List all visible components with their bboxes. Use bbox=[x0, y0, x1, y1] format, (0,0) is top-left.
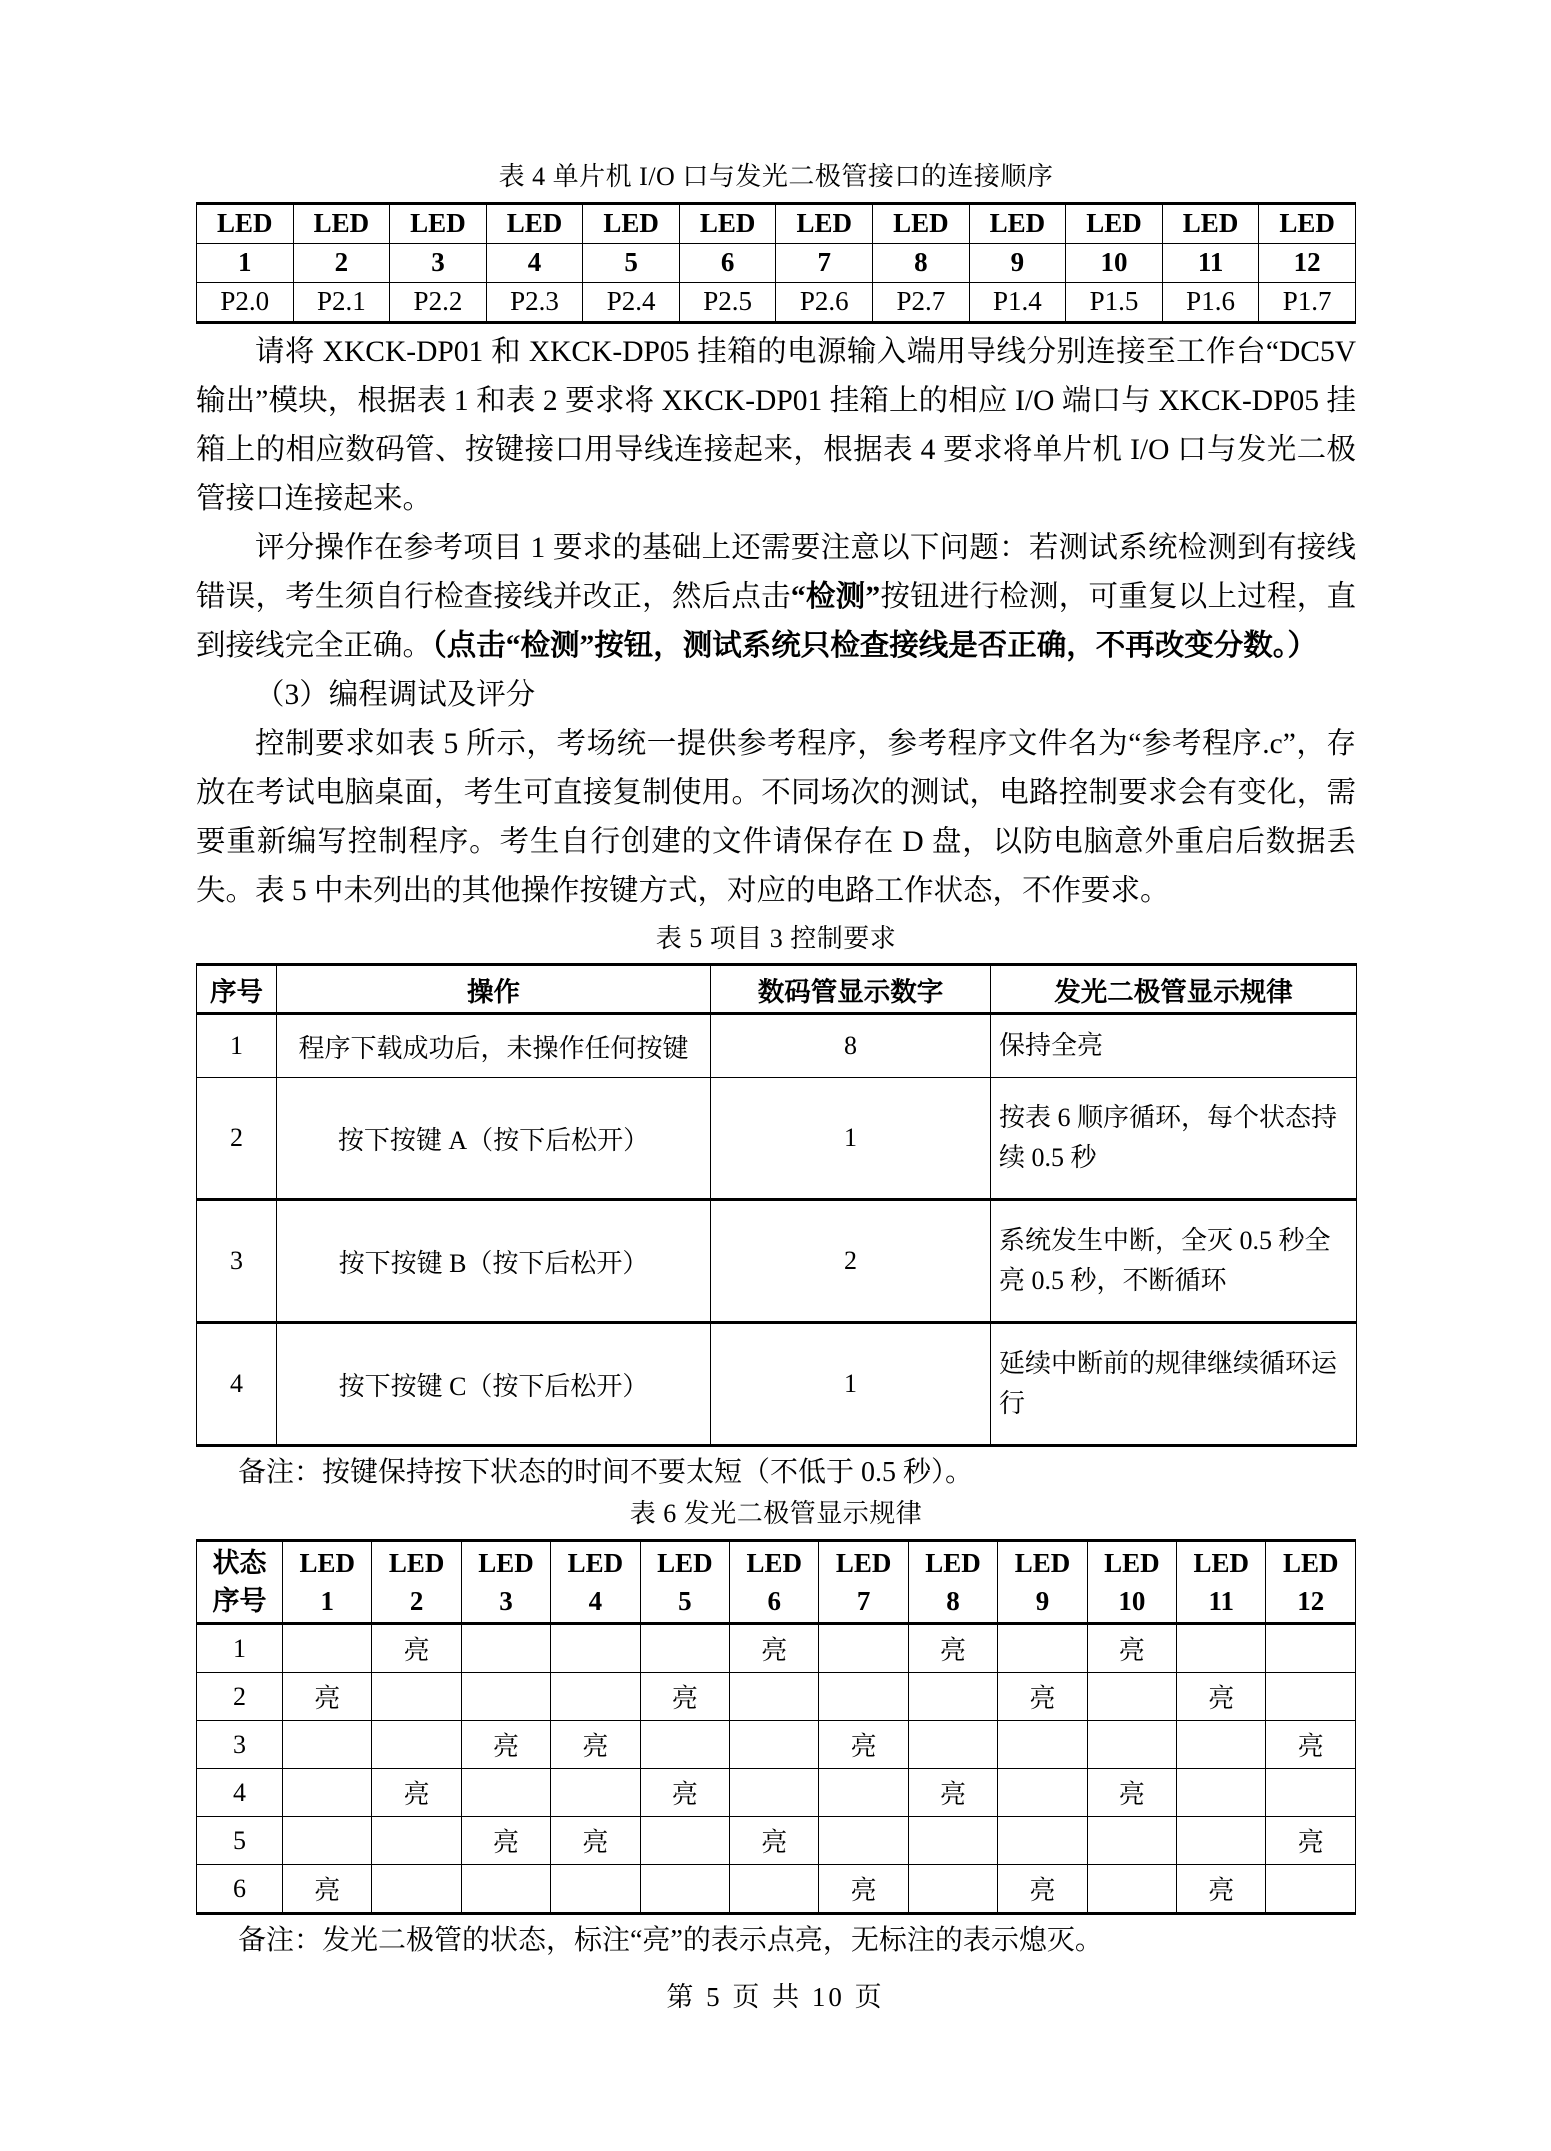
table6-row6-led12 bbox=[1266, 1865, 1356, 1914]
table6-row2-led8 bbox=[908, 1673, 997, 1721]
scoring-text-a: 评分操作在参考项目 1 要求的基础上还需要注意以下问题：若测试系统检测到有接线错误，考生须自行检查接线并改正，然后点击 bbox=[196, 531, 1356, 613]
table6-row5-led1 bbox=[283, 1817, 372, 1865]
table5-header-digit: 数码管显示数字 bbox=[711, 965, 991, 1014]
table5-block bbox=[196, 920, 1356, 1496]
table4-led-index-row bbox=[197, 243, 1356, 282]
table4-led-label-3: LED bbox=[390, 203, 487, 243]
table6-header-row bbox=[197, 1541, 1356, 1624]
table6-row3-led1 bbox=[283, 1721, 372, 1769]
table6-row4-sn: 4 bbox=[197, 1769, 283, 1817]
table6-header-led-label-8: LED bbox=[925, 1548, 981, 1579]
table4-port-1: P2.0 bbox=[197, 282, 294, 322]
table6-led-display-pattern bbox=[196, 1539, 1356, 1915]
table6-header-led-label-11: LED bbox=[1193, 1548, 1250, 1579]
table4-led-index-7: 7 bbox=[776, 243, 873, 282]
table-row bbox=[197, 1200, 1357, 1323]
table6-header-led-4 bbox=[551, 1541, 640, 1624]
table4-led-label-row bbox=[197, 203, 1356, 243]
table6-header-led-label-3: LED bbox=[478, 1548, 534, 1579]
table4-led-label-9: LED bbox=[969, 203, 1066, 243]
table6-row6-led7: 亮 bbox=[819, 1865, 908, 1914]
table6-header-led-label-9: LED bbox=[1014, 1548, 1071, 1579]
table4-led-index-11: 11 bbox=[1162, 243, 1259, 282]
table6-block bbox=[196, 1495, 1356, 1963]
table4-port-3: P2.2 bbox=[390, 282, 487, 322]
table6-row1-led9 bbox=[998, 1624, 1087, 1673]
table6-header-led-index-12: 12 bbox=[1297, 1586, 1325, 1617]
table6-header-led-index-2: 2 bbox=[409, 1586, 424, 1617]
table6-header-led-label-10: LED bbox=[1104, 1548, 1160, 1579]
table5-note: 备注：按键保持按下状态的时间不要太短（不低于 0.5 秒）。 bbox=[238, 1457, 974, 1489]
table6-row1-led3 bbox=[461, 1624, 550, 1673]
table6-row4-led1 bbox=[283, 1769, 372, 1817]
scoring-text-bold-note: （点击“检测”按钮，测试系统只检查接线是否正确，不再改变分数。） bbox=[432, 629, 1318, 662]
table6-header-led-2 bbox=[372, 1541, 461, 1624]
table6-header-led-index-7: 7 bbox=[856, 1586, 871, 1617]
table6-row6-led1: 亮 bbox=[283, 1865, 372, 1914]
table4-port-9: P1.4 bbox=[969, 282, 1066, 322]
table5-row3-rule: 系统发生中断，全灭 0.5 秒全亮 0.5 秒，不断循环 bbox=[991, 1200, 1357, 1323]
table-row bbox=[197, 1014, 1357, 1078]
table6-row1-led7 bbox=[819, 1624, 908, 1673]
table6-row6-led9: 亮 bbox=[998, 1865, 1087, 1914]
table6-row4-led3 bbox=[461, 1769, 550, 1817]
table6-row4-led5: 亮 bbox=[640, 1769, 729, 1817]
table5-row1-operation: 程序下载成功后，未操作任何按键 bbox=[277, 1014, 711, 1078]
table6-row5-led6: 亮 bbox=[730, 1817, 819, 1865]
table6-header-led-index-1: 1 bbox=[320, 1586, 334, 1617]
table5-row2-rule: 按表 6 顺序循环，每个状态持续 0.5 秒 bbox=[991, 1078, 1357, 1200]
table-row bbox=[197, 1865, 1356, 1914]
table6-row4-led8: 亮 bbox=[908, 1769, 997, 1817]
table-row bbox=[197, 1323, 1357, 1446]
table5-caption: 表 5 项目 3 控制要求 bbox=[655, 923, 897, 953]
table6-header-led-index-3: 3 bbox=[499, 1586, 513, 1617]
table6-row6-led10 bbox=[1087, 1865, 1176, 1914]
table6-row1-led5 bbox=[640, 1624, 729, 1673]
page-content bbox=[196, 158, 1356, 1963]
table6-row5-led9 bbox=[998, 1817, 1087, 1865]
table6-header-state-line2: 序号 bbox=[212, 1586, 267, 1617]
table6-row6-led5 bbox=[640, 1865, 729, 1914]
table4-led-index-2: 2 bbox=[293, 243, 390, 282]
scoring-text-c: 按钮进行检测，可重复以上过程，直到接线完全正确。 bbox=[196, 580, 1356, 662]
table5-header-sn: 序号 bbox=[197, 965, 277, 1014]
table6-header-led-label-6: LED bbox=[746, 1548, 802, 1579]
table6-header-led-12 bbox=[1266, 1541, 1356, 1624]
table4-led-index-4: 4 bbox=[486, 243, 583, 282]
table6-row3-led2 bbox=[372, 1721, 461, 1769]
table6-row2-led4 bbox=[551, 1673, 640, 1721]
table6-row4-led10: 亮 bbox=[1087, 1769, 1176, 1817]
table4-led-index-5: 5 bbox=[583, 243, 680, 282]
table6-row5-led11 bbox=[1177, 1817, 1266, 1865]
table-row bbox=[197, 1078, 1357, 1200]
paragraph-section-3-heading: （3）编程调试及评分 bbox=[255, 678, 536, 711]
table6-row2-led5: 亮 bbox=[640, 1673, 729, 1721]
page-footer: 第 5 页 共 10 页 bbox=[666, 1982, 885, 2012]
table6-note: 备注：发光二极管的状态，标注“亮”的表示点亮，无标注的表示熄灭。 bbox=[238, 1925, 1103, 1957]
table4-led-index-6: 6 bbox=[679, 243, 776, 282]
table6-row6-led4 bbox=[551, 1865, 640, 1914]
table4-led-index-1: 1 bbox=[197, 243, 294, 282]
table6-row5-led12: 亮 bbox=[1266, 1817, 1356, 1865]
table4-led-index-3: 3 bbox=[390, 243, 487, 282]
table6-row6-led2 bbox=[372, 1865, 461, 1914]
table6-row1-led2: 亮 bbox=[372, 1624, 461, 1673]
table5-header-operation: 操作 bbox=[277, 965, 711, 1014]
table6-row2-led11: 亮 bbox=[1177, 1673, 1266, 1721]
table5-row1-rule: 保持全亮 bbox=[991, 1014, 1357, 1078]
table5-row2-operation: 按下按键 A（按下后松开） bbox=[277, 1078, 711, 1200]
paragraph-scoring-instructions bbox=[196, 524, 1356, 671]
table4-port-row bbox=[197, 282, 1356, 322]
table4-port-10: P1.5 bbox=[1066, 282, 1163, 322]
paragraph-programming-instructions: 控制要求如表 5 所示，考场统一提供参考程序，参考程序文件名为“参考程序.c”，存放在考试电脑桌面，考生可直接复制使用。不同场次的测试，电路控制要求会有变化，需要重新编写控制程序。考生自行创建的文件请保存在 D 盘，以防电脑意外重启后数据丢失。表 5 中未列出的其他操作按键方式，对应的电路工作状态，不作要求。 bbox=[196, 727, 1356, 907]
table6-row5-led5 bbox=[640, 1817, 729, 1865]
table6-header-led-label-1: LED bbox=[299, 1548, 355, 1579]
table6-row1-led1 bbox=[283, 1624, 372, 1673]
table6-row2-sn: 2 bbox=[197, 1673, 283, 1721]
table4-io-led-mapping bbox=[196, 202, 1356, 324]
table6-row3-led3: 亮 bbox=[461, 1721, 550, 1769]
table6-header-state-sn bbox=[197, 1541, 283, 1624]
table6-row6-led3 bbox=[461, 1865, 550, 1914]
table6-header-led-label-12: LED bbox=[1282, 1548, 1339, 1579]
scoring-text-detect-quoted: “检测” bbox=[790, 580, 881, 613]
table4-led-label-8: LED bbox=[873, 203, 970, 243]
table6-row3-led8 bbox=[908, 1721, 997, 1769]
table6-header-led-index-11: 11 bbox=[1208, 1586, 1235, 1617]
table5-row2-sn: 2 bbox=[197, 1078, 277, 1200]
table6-header-led-index-10: 10 bbox=[1118, 1586, 1146, 1617]
table4-led-label-10: LED bbox=[1066, 203, 1163, 243]
table6-caption: 表 6 发光二极管显示规律 bbox=[629, 1499, 923, 1529]
table6-row5-led4: 亮 bbox=[551, 1817, 640, 1865]
table6-row4-led6 bbox=[730, 1769, 819, 1817]
table4-led-label-1: LED bbox=[197, 203, 294, 243]
table4-port-7: P2.6 bbox=[776, 282, 873, 322]
table-row bbox=[197, 1769, 1356, 1817]
table6-row3-led6 bbox=[730, 1721, 819, 1769]
table4-led-label-6: LED bbox=[679, 203, 776, 243]
table6-row1-led8: 亮 bbox=[908, 1624, 997, 1673]
table4-led-index-10: 10 bbox=[1066, 243, 1163, 282]
table4-led-label-7: LED bbox=[776, 203, 873, 243]
table6-header-led-label-5: LED bbox=[657, 1548, 713, 1579]
table6-header-led-label-4: LED bbox=[567, 1548, 624, 1579]
table4-port-6: P2.5 bbox=[679, 282, 776, 322]
table4-port-5: P2.4 bbox=[583, 282, 680, 322]
table6-header-state-line1: 状态 bbox=[212, 1548, 267, 1579]
table-row bbox=[197, 1624, 1356, 1673]
table6-row3-led5 bbox=[640, 1721, 729, 1769]
table6-header-led-index-9: 9 bbox=[1035, 1586, 1050, 1617]
table6-row4-led11 bbox=[1177, 1769, 1266, 1817]
table4-led-index-9: 9 bbox=[969, 243, 1066, 282]
table6-row6-sn: 6 bbox=[197, 1865, 283, 1914]
table6-row4-led9 bbox=[998, 1769, 1087, 1817]
table4-led-label-11: LED bbox=[1162, 203, 1259, 243]
table5-row4-digit: 1 bbox=[711, 1323, 991, 1446]
table6-header-led-7 bbox=[819, 1541, 908, 1624]
table6-row6-led8 bbox=[908, 1865, 997, 1914]
table6-row5-led8 bbox=[908, 1817, 997, 1865]
table5-row3-sn: 3 bbox=[197, 1200, 277, 1323]
table6-header-led-10 bbox=[1087, 1541, 1176, 1624]
table6-row6-led6 bbox=[730, 1865, 819, 1914]
table6-row5-led3: 亮 bbox=[461, 1817, 550, 1865]
table6-row6-led11: 亮 bbox=[1177, 1865, 1266, 1914]
table4-port-2: P2.1 bbox=[293, 282, 390, 322]
table4-led-label-4: LED bbox=[486, 203, 583, 243]
table5-row2-digit: 1 bbox=[711, 1078, 991, 1200]
table6-header-led-1 bbox=[283, 1541, 372, 1624]
table4-port-11: P1.6 bbox=[1162, 282, 1259, 322]
table6-header-led-label-7: LED bbox=[835, 1548, 892, 1579]
table6-row3-led4: 亮 bbox=[551, 1721, 640, 1769]
table6-row1-led10: 亮 bbox=[1087, 1624, 1176, 1673]
table6-row2-led3 bbox=[461, 1673, 550, 1721]
table5-control-requirements bbox=[196, 963, 1357, 1447]
table6-header-led-index-4: 4 bbox=[588, 1586, 603, 1617]
table6-header-led-9 bbox=[998, 1541, 1087, 1624]
table6-header-led-3 bbox=[461, 1541, 550, 1624]
table5-header-rule: 发光二极管显示规律 bbox=[991, 965, 1357, 1014]
table4-port-8: P2.7 bbox=[873, 282, 970, 322]
table6-row5-led10 bbox=[1087, 1817, 1176, 1865]
table6-row2-led6 bbox=[730, 1673, 819, 1721]
table4-led-label-2: LED bbox=[293, 203, 390, 243]
table6-row4-led4 bbox=[551, 1769, 640, 1817]
table6-row5-sn: 5 bbox=[197, 1817, 283, 1865]
table6-row3-led10 bbox=[1087, 1721, 1176, 1769]
table6-row2-led7 bbox=[819, 1673, 908, 1721]
table4-led-label-5: LED bbox=[583, 203, 680, 243]
table6-header-led-5 bbox=[640, 1541, 729, 1624]
table6-header-led-index-5: 5 bbox=[678, 1586, 692, 1617]
table4-led-index-8: 8 bbox=[873, 243, 970, 282]
table5-row4-rule: 延续中断前的规律继续循环运行 bbox=[991, 1323, 1357, 1446]
table4-port-4: P2.3 bbox=[486, 282, 583, 322]
table5-row1-sn: 1 bbox=[197, 1014, 277, 1078]
table6-row1-led6: 亮 bbox=[730, 1624, 819, 1673]
table-row bbox=[197, 1721, 1356, 1769]
table6-row4-led2: 亮 bbox=[372, 1769, 461, 1817]
table4-caption: 表 4 单片机 I/O 口与发光二极管接口的连接顺序 bbox=[498, 162, 1054, 191]
table6-row1-sn: 1 bbox=[197, 1624, 283, 1673]
table6-header-led-index-6: 6 bbox=[767, 1586, 781, 1617]
table6-row5-led2 bbox=[372, 1817, 461, 1865]
table6-row2-led2 bbox=[372, 1673, 461, 1721]
table6-row4-led12 bbox=[1266, 1769, 1356, 1817]
table5-row4-sn: 4 bbox=[197, 1323, 277, 1446]
table6-header-led-6 bbox=[730, 1541, 819, 1624]
table6-row2-led9: 亮 bbox=[998, 1673, 1087, 1721]
table6-row2-led12 bbox=[1266, 1673, 1356, 1721]
table6-row1-led11 bbox=[1177, 1624, 1266, 1673]
table6-header-led-label-2: LED bbox=[388, 1548, 445, 1579]
table6-row4-led7 bbox=[819, 1769, 908, 1817]
table6-row3-led12: 亮 bbox=[1266, 1721, 1356, 1769]
table6-row3-sn: 3 bbox=[197, 1721, 283, 1769]
table6-row5-led7 bbox=[819, 1817, 908, 1865]
table6-row3-led11 bbox=[1177, 1721, 1266, 1769]
table-row bbox=[197, 1673, 1356, 1721]
table6-row2-led1: 亮 bbox=[283, 1673, 372, 1721]
table6-row3-led9 bbox=[998, 1721, 1087, 1769]
table6-row1-led12 bbox=[1266, 1624, 1356, 1673]
table6-header-led-8 bbox=[908, 1541, 997, 1624]
table5-header-row bbox=[197, 965, 1357, 1014]
paragraph-wiring-instructions: 请将 XKCK-DP01 和 XKCK-DP05 挂箱的电源输入端用导线分别连接至工作台“DC5V 输出”模块，根据表 1 和表 2 要求将 XKCK-DP01 挂箱上的相应 I/O 端口与 XKCK-DP05 挂箱上的相应数码管、按键接口用导线连接起来，根据表 4 要求将单片机 I/O 口与发光二极管接口连接起来。 bbox=[196, 335, 1356, 515]
table5-row3-operation: 按下按键 B（按下后松开） bbox=[277, 1200, 711, 1323]
table5-row4-operation: 按下按键 C（按下后松开） bbox=[277, 1323, 711, 1446]
table-row bbox=[197, 1817, 1356, 1865]
table4-led-index-12: 12 bbox=[1259, 243, 1356, 282]
table5-row3-digit: 2 bbox=[711, 1200, 991, 1323]
table4-led-label-12: LED bbox=[1259, 203, 1356, 243]
table6-row2-led10 bbox=[1087, 1673, 1176, 1721]
table6-row3-led7: 亮 bbox=[819, 1721, 908, 1769]
table5-row1-digit: 8 bbox=[711, 1014, 991, 1078]
table6-header-led-index-8: 8 bbox=[946, 1586, 960, 1617]
table6-row1-led4 bbox=[551, 1624, 640, 1673]
table4-port-12: P1.7 bbox=[1259, 282, 1356, 322]
table6-header-led-11 bbox=[1177, 1541, 1266, 1624]
